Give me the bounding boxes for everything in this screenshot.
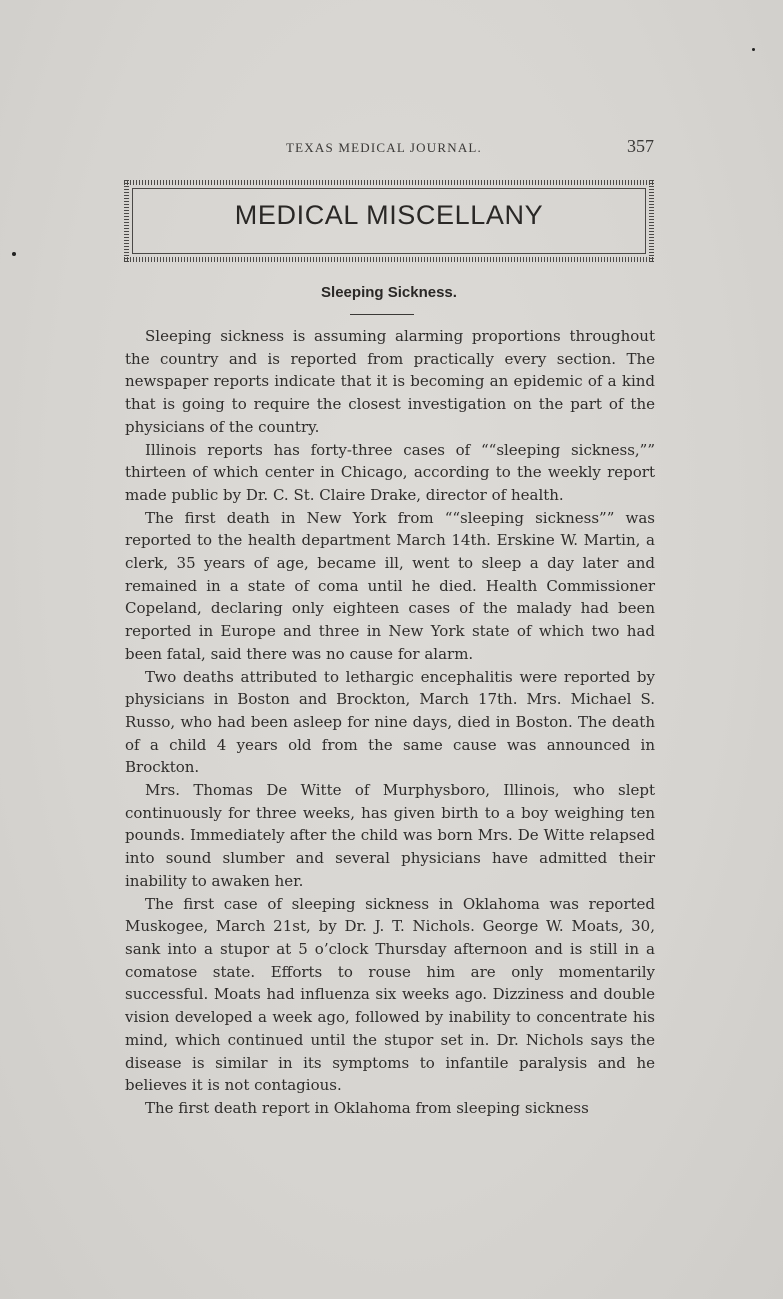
- banner-border-top: [124, 180, 654, 185]
- paragraph: The first death in New York from ““sleeping sickness”” was reported to the health department March 14th. Erskine W. Martin, a clerk, 35 years of age, became ill, went to sleep a day later and remained in a state of coma until he died. Health Commissioner Copeland, declaring only eighteen cases of the malady had been reported in Europe and three in New York state of which two had been fatal, said there was no cause for alarm.: [125, 508, 655, 663]
- paragraph: Mrs. Thomas De Witte of Murphysboro, Illinois, who slept continuously for three weeks, has given birth to a boy weighing ten pounds. Immediately after the child was born Mrs. De Witte relapsed into sound slumber and several physicians have admitted their inability to awaken her.: [125, 781, 655, 890]
- paragraph: Two deaths attributed to lethargic encephalitis were reported by physicians in Boston and Brockton, March 17th. Mrs. Michael S. Russo, who had been asleep for nine days, died in Boston. The death of a child 4 years old from the same cause was announced in Brockton.: [125, 667, 655, 777]
- page-number: 357: [627, 136, 654, 156]
- title-rule: [350, 314, 414, 315]
- paragraph: The first case of sleeping sickness in Oklahoma was reported Muskogee, March 21st, by Dr. J. T. Nichols. George W. Moats, 30, sank into a stupor at 5 o’clock Thursday afternoon and is still in a comatose state. Efforts to rouse him are only momentarily successful. Moats had influenza six weeks ago. Dizziness and double vision developed a week ago, followed by inability to concentrate his mind, which continued until the stupor set in. Dr. Nichols says the disease is similar in its symptoms to infantile paralysis and he believes it is not contagious.: [125, 894, 655, 1095]
- journal-title: TEXAS MEDICAL JOURNAL.: [286, 140, 482, 155]
- article-title: Sleeping Sickness.: [321, 284, 457, 301]
- paragraph: Sleeping sickness is assuming alarming proportions throughout the country and is reported from practically every section. The newspaper reports indicate that it is becoming an epidemic of a kind that is going to require the closest investigation on the part of the physicians of the country.: [125, 327, 655, 436]
- paragraph: The first death report in Oklahoma from sleeping sickness: [145, 1098, 589, 1117]
- banner-border-bottom: [124, 257, 654, 262]
- paragraph: Illinois reports has forty-three cases of ““sleeping sickness,”” thirteen of which center in Chicago, according to the weekly report made public by Dr. C. St. Claire Drake, director of health.: [125, 440, 655, 504]
- ink-speck: [12, 252, 16, 256]
- section-title: MEDICAL MISCELLANY: [234, 200, 544, 230]
- article-body: [125, 325, 655, 1120]
- running-head: [124, 136, 654, 160]
- section-banner: [124, 180, 654, 262]
- ink-speck: [752, 48, 755, 51]
